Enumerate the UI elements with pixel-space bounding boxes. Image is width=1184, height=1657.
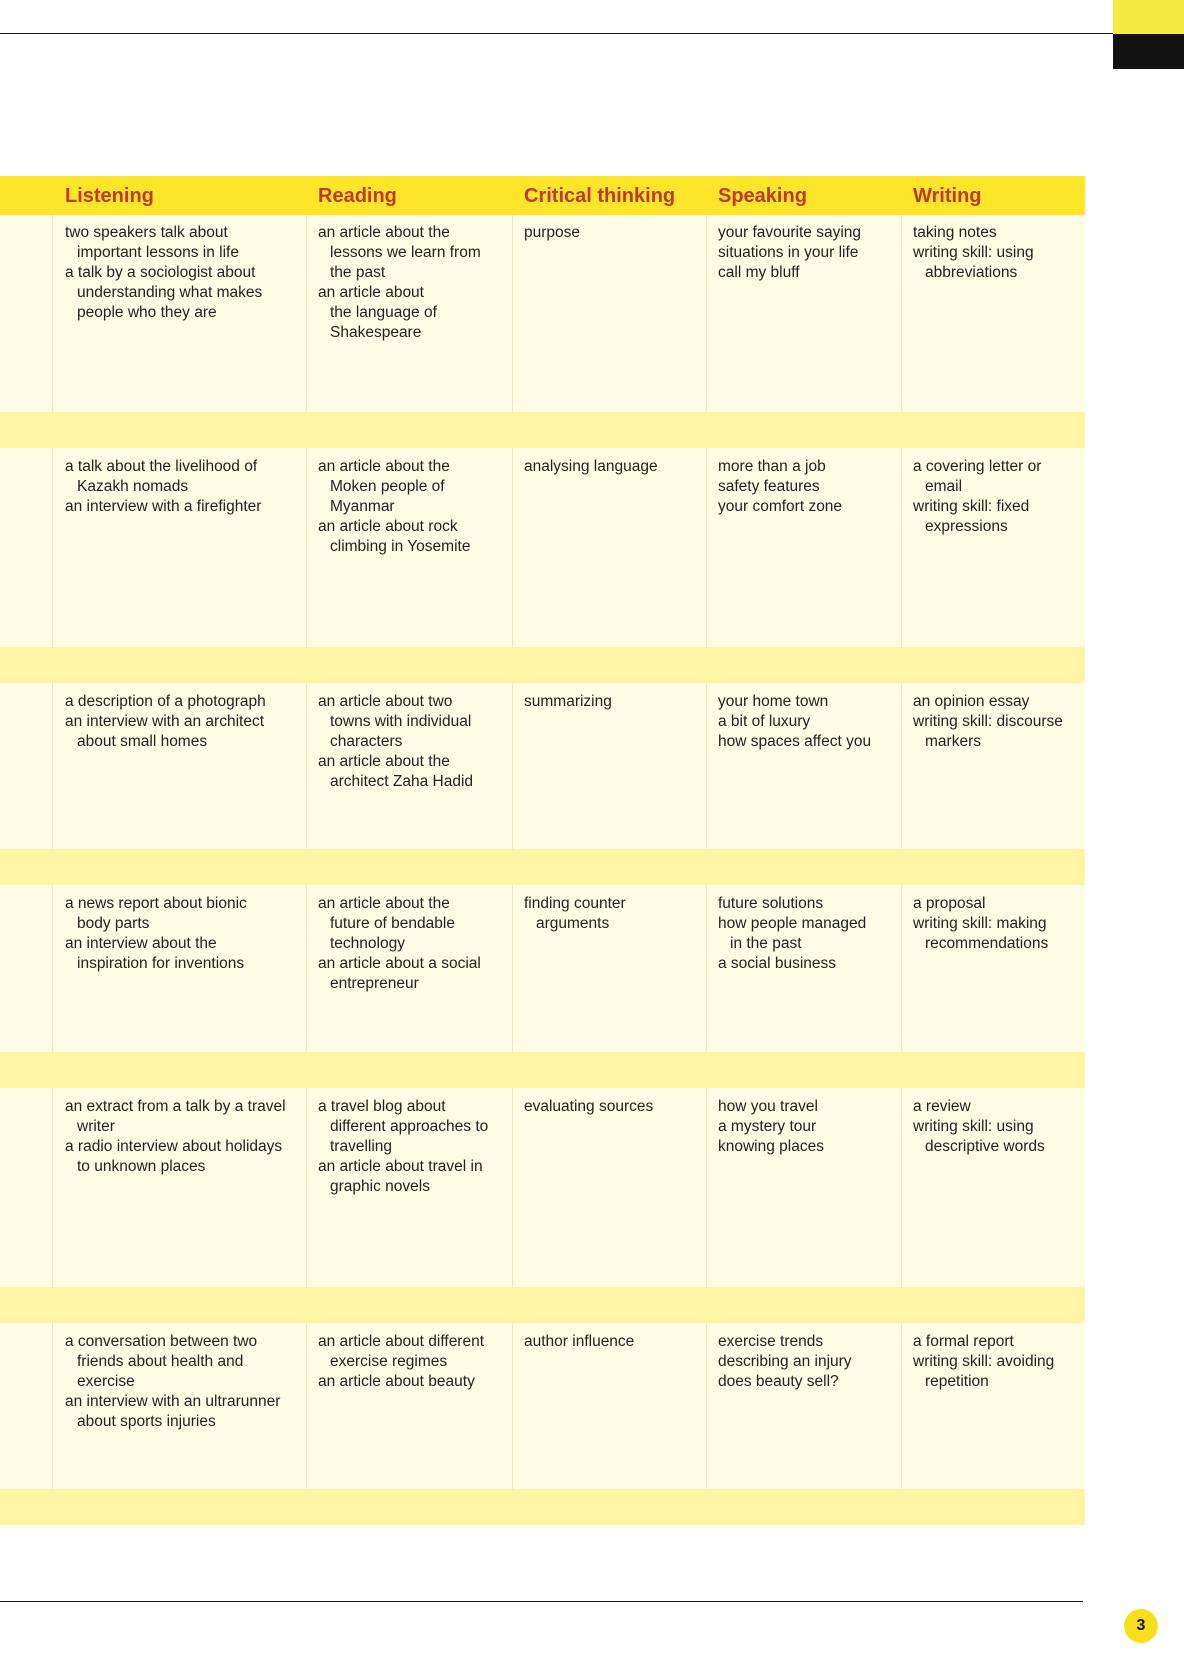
cell-line: technology: [330, 935, 405, 952]
cell-speaking: [718, 1097, 824, 1157]
cell-line: an article about different: [318, 1333, 485, 1350]
row-divider-band: [0, 1287, 1085, 1323]
cell-reading: [318, 223, 481, 343]
cell-listening: [65, 692, 266, 752]
cell-line: purpose: [524, 224, 581, 241]
cell-line: author influence: [524, 1333, 635, 1350]
cell-line: a social business: [718, 955, 837, 972]
cell-line: a conversation between two: [65, 1333, 258, 1350]
cell-line: recommendations: [925, 935, 1049, 952]
cell-speaking: [718, 1332, 852, 1392]
cell-line: lessons we learn from: [330, 244, 481, 261]
cell-reading: [318, 692, 473, 792]
cell-speaking: [718, 223, 861, 283]
cell-line: about sports injuries: [77, 1413, 216, 1430]
cell-line: an article about a social: [318, 955, 481, 972]
cell-critical-thinking: [524, 223, 580, 243]
cell-line: Kazakh nomads: [77, 478, 189, 495]
cell-line: a proposal: [913, 895, 986, 912]
top-rule: [0, 33, 1113, 34]
cell-line: an article about the: [318, 224, 450, 241]
cell-line: different approaches to: [330, 1118, 489, 1135]
cell-listening: [65, 1097, 286, 1177]
cell-line: evaluating sources: [524, 1098, 654, 1115]
column-header-speaking: Speaking: [718, 185, 807, 207]
cell-line: future of bendable: [330, 915, 455, 932]
cell-line: exercise regimes: [330, 1353, 448, 1370]
cell-line: how people managed: [718, 915, 867, 932]
cell-line: how spaces affect you: [718, 733, 872, 750]
cell-line: situations in your life: [718, 244, 859, 261]
cell-line: a talk by a sociologist about: [65, 264, 256, 281]
cell-reading: [318, 894, 481, 994]
cell-line: writing skill: using: [913, 244, 1034, 261]
cell-line: call my bluff: [718, 264, 800, 281]
row-divider-band: [0, 849, 1085, 885]
cell-line: to unknown places: [77, 1158, 206, 1175]
cell-line: writing skill: fixed: [913, 498, 1030, 515]
cell-line: an interview with a firefighter: [65, 498, 262, 515]
cell-line: a formal report: [913, 1333, 1014, 1350]
cell-critical-thinking: [524, 894, 626, 934]
cell-reading: [318, 1097, 488, 1197]
column-header-critical-thinking: Critical thinking: [524, 185, 676, 207]
cell-line: exercise: [77, 1373, 135, 1390]
bottom-rule: [0, 1601, 1083, 1602]
cell-line: finding counter: [524, 895, 626, 912]
cell-line: an article about the: [318, 895, 450, 912]
cell-line: graphic novels: [330, 1178, 430, 1195]
cell-line: a talk about the livelihood of: [65, 458, 258, 475]
page-number: 3: [1124, 1609, 1158, 1643]
column-header-listening: Listening: [65, 185, 154, 207]
cell-line: inspiration for inventions: [77, 955, 245, 972]
cell-line: writing skill: making: [913, 915, 1047, 932]
cell-line: an interview with an ultrarunner: [65, 1393, 281, 1410]
cell-line: an article about the: [318, 458, 450, 475]
cell-line: markers: [925, 733, 981, 750]
corner-tab-black: [1113, 34, 1184, 69]
cell-line: your home town: [718, 693, 829, 710]
cell-reading: [318, 1332, 484, 1392]
cell-line: understanding what makes: [77, 284, 263, 301]
cell-line: an article about: [318, 284, 424, 301]
cell-line: an interview with an architect: [65, 713, 265, 730]
cell-line: writer: [77, 1118, 115, 1135]
cell-line: describing an injury: [718, 1353, 852, 1370]
cell-speaking: [718, 692, 871, 752]
row-divider-band: [0, 1489, 1085, 1525]
cell-listening: [65, 223, 262, 323]
cell-reading: [318, 457, 470, 557]
cell-line: body parts: [77, 915, 150, 932]
cell-line: an article about two: [318, 693, 453, 710]
row-divider-band: [0, 647, 1085, 683]
cell-line: two speakers talk about: [65, 224, 228, 241]
cell-critical-thinking: [524, 1097, 653, 1117]
cell-line: in the past: [730, 935, 802, 952]
cell-line: an opinion essay: [913, 693, 1030, 710]
cell-line: abbreviations: [925, 264, 1018, 281]
cell-line: taking notes: [913, 224, 997, 241]
cell-line: writing skill: avoiding: [913, 1353, 1055, 1370]
cell-line: more than a job: [718, 458, 826, 475]
cell-writing: [913, 692, 1063, 752]
cell-line: friends about health and: [77, 1353, 244, 1370]
cell-speaking: [718, 894, 866, 974]
cell-line: towns with individual: [330, 713, 472, 730]
cell-critical-thinking: [524, 1332, 634, 1352]
cell-line: a radio interview about holidays: [65, 1138, 283, 1155]
cell-line: a travel blog about: [318, 1098, 446, 1115]
cell-listening: [65, 1332, 280, 1432]
cell-line: future solutions: [718, 895, 824, 912]
corner-tab-yellow: [1113, 0, 1184, 34]
cell-line: does beauty sell?: [718, 1373, 839, 1390]
column-header-reading: Reading: [318, 185, 397, 207]
cell-line: your favourite saying: [718, 224, 862, 241]
cell-line: characters: [330, 733, 403, 750]
cell-line: the past: [330, 264, 386, 281]
cell-line: a description of a photograph: [65, 693, 266, 710]
cell-writing: [913, 457, 1041, 537]
cell-line: entrepreneur: [330, 975, 419, 992]
cell-line: summarizing: [524, 693, 612, 710]
cell-critical-thinking: [524, 457, 658, 477]
cell-line: a review: [913, 1098, 971, 1115]
cell-line: people who they are: [77, 304, 217, 321]
cell-writing: [913, 223, 1034, 283]
cell-line: repetition: [925, 1373, 989, 1390]
cell-line: exercise trends: [718, 1333, 824, 1350]
cell-line: descriptive words: [925, 1138, 1045, 1155]
cell-critical-thinking: [524, 692, 612, 712]
cell-line: Moken people of: [330, 478, 445, 495]
cell-line: a bit of luxury: [718, 713, 811, 730]
column-header-writing: Writing: [913, 185, 982, 207]
cell-line: email: [925, 478, 963, 495]
cell-line: architect Zaha Hadid: [330, 773, 474, 790]
cell-line: an extract from a talk by a travel: [65, 1098, 286, 1115]
cell-line: knowing places: [718, 1138, 824, 1155]
cell-listening: [65, 894, 247, 974]
cell-line: Shakespeare: [330, 324, 422, 341]
cell-line: arguments: [536, 915, 610, 932]
cell-line: how you travel: [718, 1098, 818, 1115]
row-divider-band: [0, 412, 1085, 448]
cell-writing: [913, 1332, 1054, 1392]
cell-line: climbing in Yosemite: [330, 538, 471, 555]
cell-line: an interview about the: [65, 935, 217, 952]
cell-line: a mystery tour: [718, 1118, 817, 1135]
cell-line: safety features: [718, 478, 820, 495]
cell-line: a covering letter or: [913, 458, 1042, 475]
cell-line: your comfort zone: [718, 498, 843, 515]
cell-writing: [913, 1097, 1045, 1157]
cell-line: an article about travel in: [318, 1158, 483, 1175]
cell-line: travelling: [330, 1138, 393, 1155]
cell-line: expressions: [925, 518, 1008, 535]
cell-line: the language of: [330, 304, 437, 321]
cell-line: an article about beauty: [318, 1373, 475, 1390]
cell-writing: [913, 894, 1048, 954]
cell-line: writing skill: using: [913, 1118, 1034, 1135]
cell-line: about small homes: [77, 733, 208, 750]
cell-speaking: [718, 457, 842, 517]
cell-line: important lessons in life: [77, 244, 239, 261]
cell-listening: [65, 457, 261, 517]
cell-line: writing skill: discourse: [913, 713, 1063, 730]
cell-line: analysing language: [524, 458, 658, 475]
cell-line: Myanmar: [330, 498, 395, 515]
row-divider-band: [0, 1052, 1085, 1088]
cell-line: a news report about bionic: [65, 895, 247, 912]
cell-line: an article about the: [318, 753, 450, 770]
cell-line: an article about rock: [318, 518, 458, 535]
